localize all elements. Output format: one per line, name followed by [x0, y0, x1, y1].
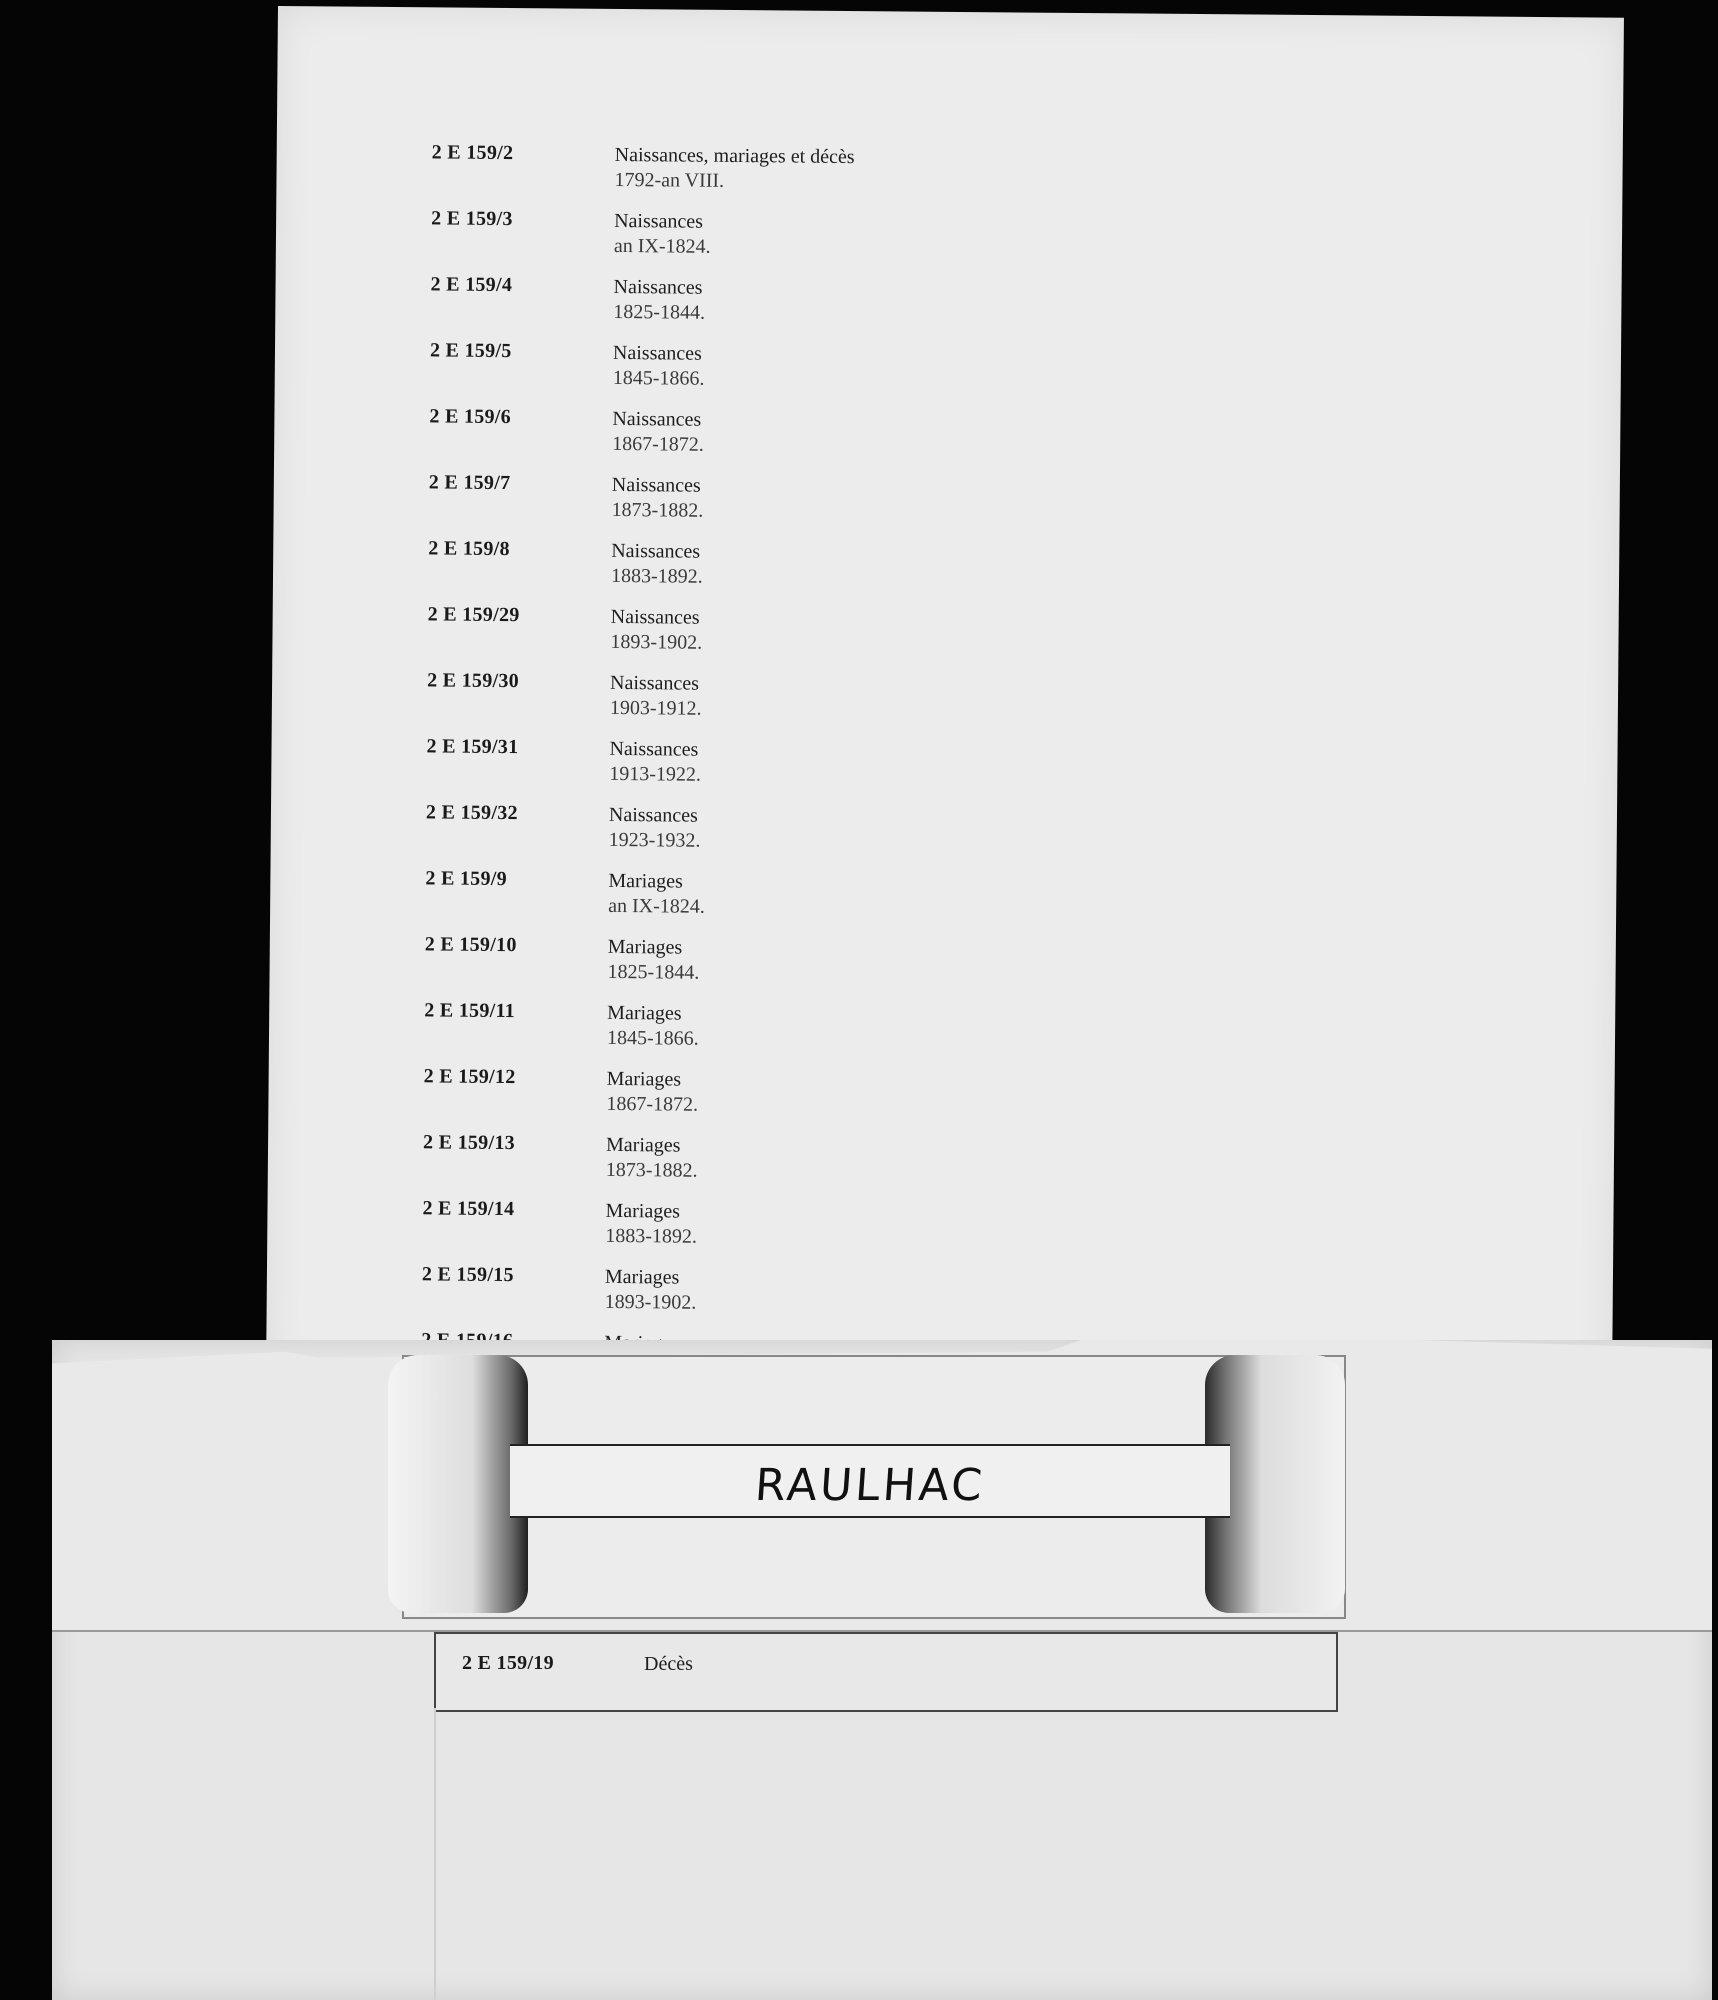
entry-title: Naissances — [610, 605, 700, 629]
entry-title: Naissances — [608, 803, 698, 827]
entry-description — [613, 275, 705, 326]
entry-dates: 1893-1902. — [610, 630, 703, 654]
entry-code: 2 E 159/10 — [424, 933, 517, 957]
entry-14 — [268, 1064, 1168, 1132]
inner-entry-code: 2 E 159/19 — [462, 1652, 554, 1674]
entry-description — [612, 407, 704, 458]
entry-title: Naissances, mariages et décès — [614, 143, 855, 169]
entry-code: 2 E 159/9 — [425, 867, 508, 891]
entry-title: Mariages — [605, 1199, 681, 1223]
entry-code: 2 E 159/6 — [429, 405, 512, 429]
entry-code: 2 E 159/7 — [428, 471, 511, 495]
entry-12 — [269, 932, 1169, 1000]
entry-title: Naissances — [612, 407, 702, 431]
entry-7 — [272, 602, 1172, 670]
entry-dates: an IX-1824. — [613, 234, 711, 258]
entry-4 — [274, 404, 1174, 472]
entry-description — [614, 209, 711, 260]
entry-code: 2 E 159/31 — [426, 735, 519, 759]
entry-dates: 1825-1844. — [607, 960, 700, 984]
entry-dates: 1792-an VIII. — [614, 168, 725, 192]
entry-code: 2 E 159/12 — [423, 1065, 516, 1089]
entry-title: Naissances — [613, 275, 703, 299]
entry-title: Mariages — [607, 1001, 682, 1025]
entry-dates: 1913-1922. — [609, 762, 702, 786]
folder-crease — [434, 1708, 436, 2000]
entry-17 — [267, 1262, 1167, 1330]
entry-dates: an IX-1824. — [608, 894, 705, 918]
entry-2 — [275, 272, 1175, 340]
entry-title: Naissances — [610, 671, 700, 695]
entry-title: Mariages — [608, 869, 683, 893]
entry-title: Naissances — [611, 539, 701, 563]
entry-title: Naissances — [614, 209, 704, 233]
entry-dates: 1903-1912. — [609, 696, 702, 720]
entry-description — [612, 473, 704, 524]
entry-code: 2 E 159/4 — [430, 273, 513, 297]
entry-1 — [276, 206, 1176, 274]
entry-6 — [273, 536, 1173, 604]
entry-description — [609, 737, 701, 788]
entry-dates: 1825-1844. — [613, 300, 706, 324]
entry-13 — [269, 998, 1169, 1066]
entry-0 — [276, 140, 1176, 208]
entry-title: Mariages — [604, 1265, 680, 1289]
entry-dates: 1883-1892. — [605, 1224, 698, 1248]
entry-code: 2 E 159/8 — [428, 537, 510, 561]
entry-code: 2 E 159/14 — [422, 1197, 515, 1221]
entry-5 — [273, 470, 1173, 538]
entry-title: Naissances — [612, 341, 702, 365]
entry-10 — [271, 800, 1171, 868]
entry-description — [610, 605, 702, 656]
entry-description — [608, 869, 705, 920]
entry-9 — [271, 734, 1171, 802]
entry-dates: 1873-1882. — [605, 1158, 698, 1182]
entry-16 — [267, 1196, 1167, 1264]
entry-code: 2 E 159/29 — [427, 603, 520, 627]
entry-dates: 1845-1866. — [612, 366, 705, 390]
folder-label-strip — [510, 1444, 1230, 1518]
entry-code: 2 E 159/2 — [431, 141, 514, 165]
entry-dates: 1845-1866. — [606, 1026, 699, 1050]
entry-15 — [268, 1130, 1168, 1198]
entry-dates: 1867-1872. — [612, 432, 704, 456]
entry-11 — [270, 866, 1170, 934]
entry-description — [606, 1067, 698, 1118]
entry-title: Naissances — [609, 737, 699, 761]
entry-description — [605, 1199, 697, 1250]
entry-title: Mariages — [606, 1067, 682, 1091]
entry-dates: 1893-1902. — [604, 1290, 697, 1314]
paper-roll-left — [388, 1355, 528, 1613]
entry-dates: 1883-1892. — [610, 564, 703, 588]
entry-description — [605, 1265, 697, 1316]
entry-description — [607, 1001, 699, 1052]
entry-code: 2 E 159/32 — [425, 801, 518, 825]
entry-code: 2 E 159/30 — [427, 669, 520, 693]
inner-entry-title: Décès — [644, 1653, 693, 1675]
entry-description — [611, 539, 703, 590]
entry-dates: 1873-1882. — [611, 498, 704, 522]
entry-3 — [275, 338, 1175, 406]
entry-description — [614, 143, 854, 195]
inner-entry-card — [434, 1632, 1338, 1712]
entry-code: 2 E 159/15 — [421, 1263, 514, 1287]
entry-8 — [272, 668, 1172, 736]
entry-code: 2 E 159/5 — [429, 339, 512, 363]
entry-code: 2 E 159/13 — [422, 1131, 516, 1155]
folder-label: RAULHAC — [753, 1460, 987, 1511]
document-sheet — [266, 6, 1624, 1382]
entry-description — [607, 935, 699, 986]
entry-code: 2 E 159/11 — [424, 999, 516, 1023]
entry-title: Mariages — [605, 1133, 681, 1157]
entry-description — [613, 341, 705, 392]
entry-dates: 1867-1872. — [606, 1092, 699, 1116]
entry-description — [609, 803, 701, 854]
entry-dates: 1923-1932. — [608, 828, 701, 852]
entry-title: Mariages — [607, 935, 683, 959]
entry-title: Naissances — [611, 473, 701, 497]
entry-description — [610, 671, 702, 722]
entry-description — [606, 1133, 698, 1184]
entry-code: 2 E 159/3 — [431, 207, 513, 231]
